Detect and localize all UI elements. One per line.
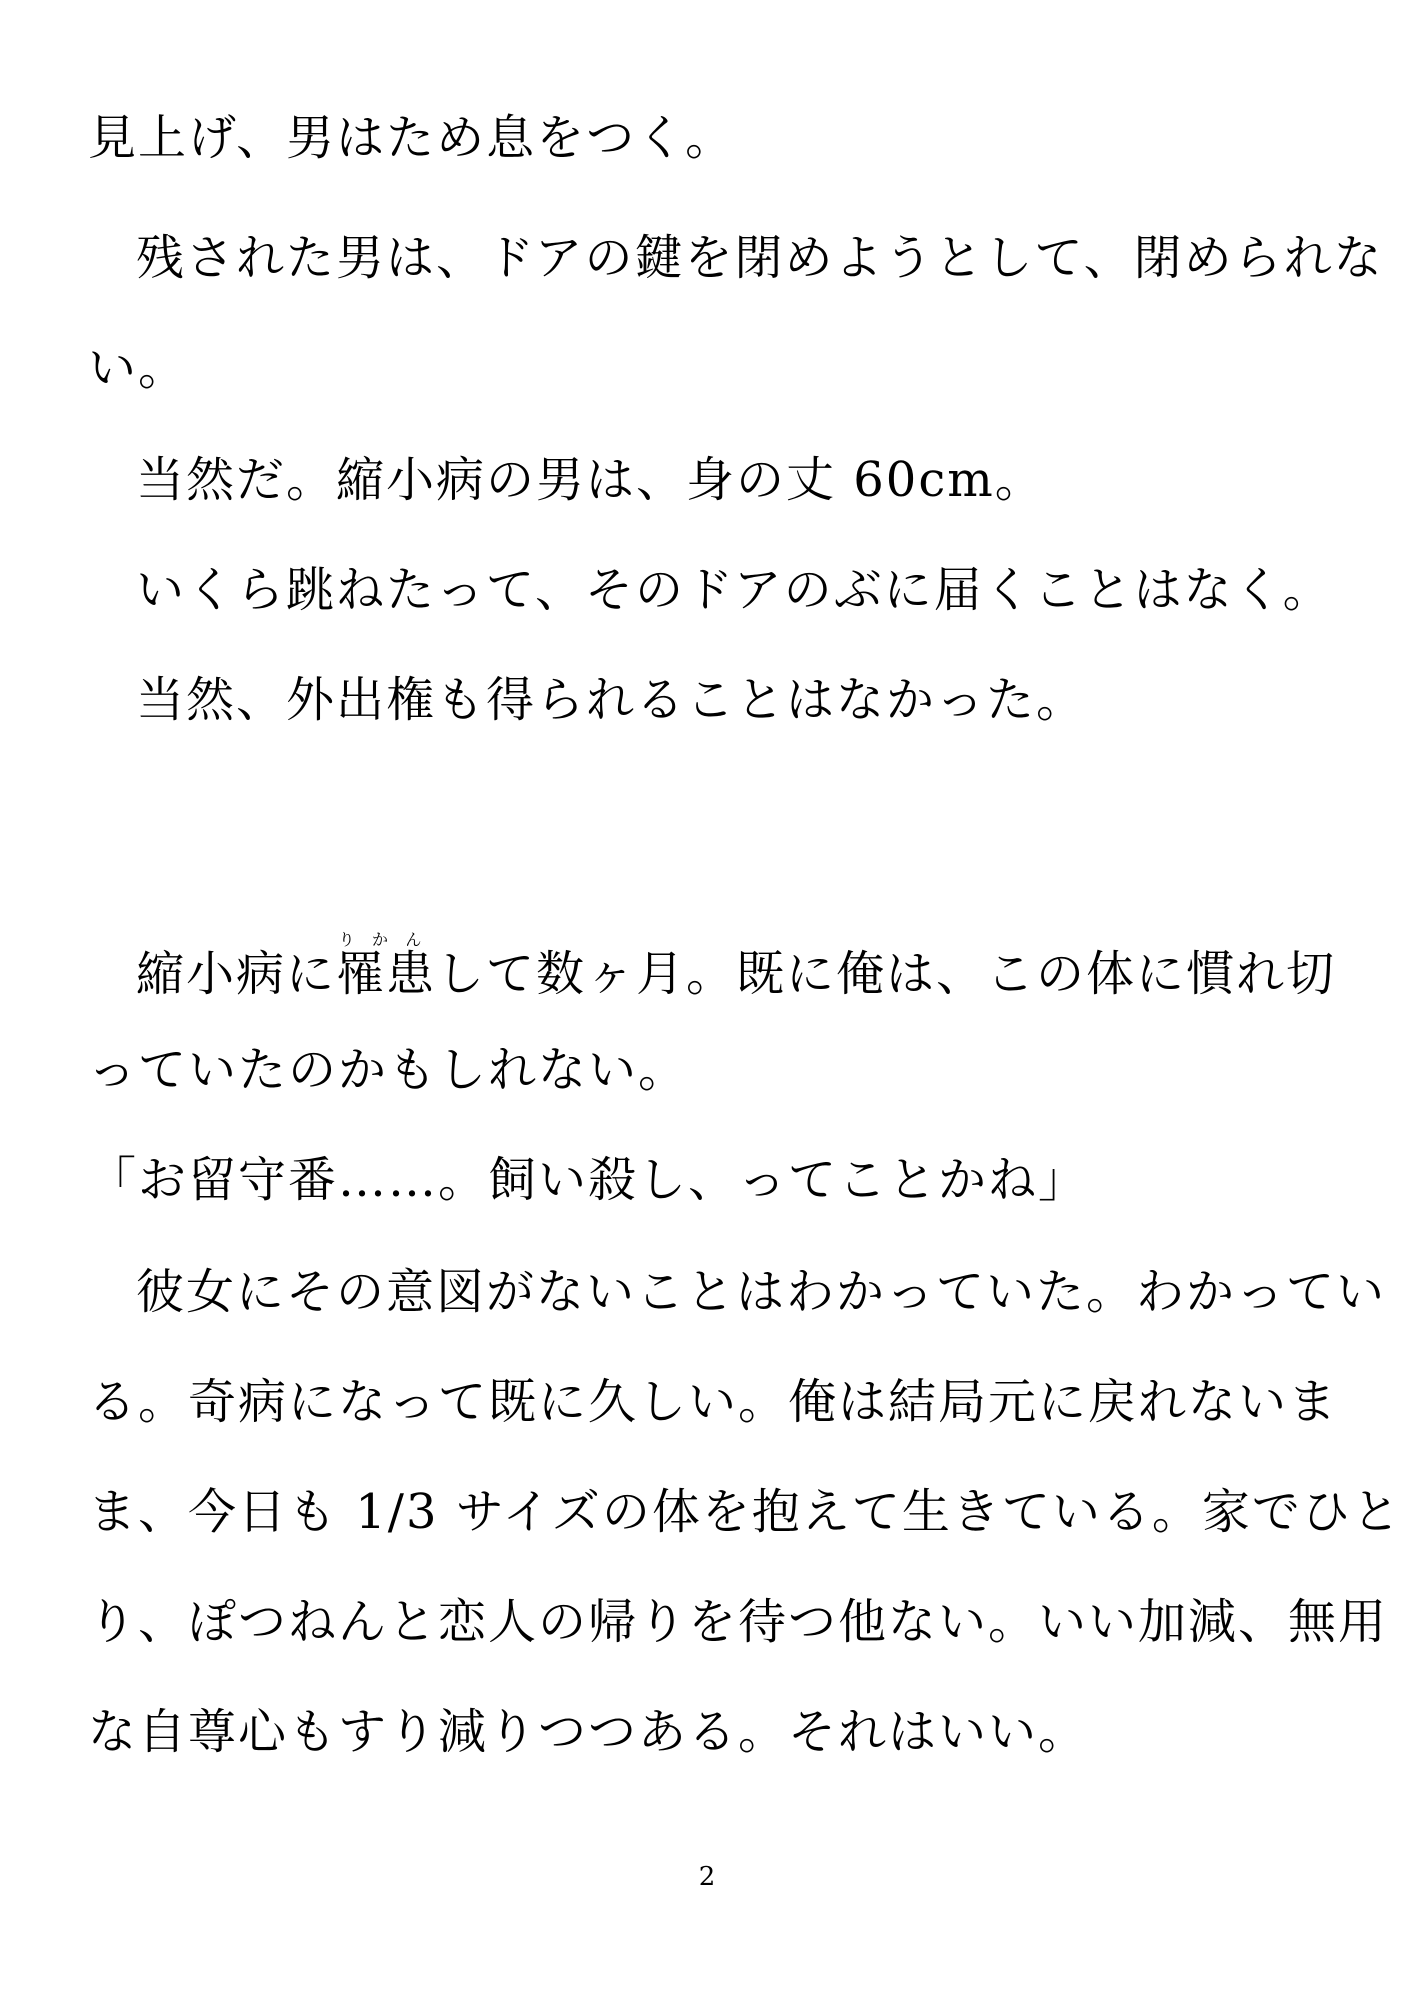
text-line: 当然だ。縮小病の男は、身の丈 60cm。: [136, 452, 1045, 508]
text-line: い。: [88, 340, 189, 396]
text-line: り、ぽつねんと恋人の帰りを待つ他ない。いい加減、無用: [88, 1594, 1389, 1650]
text-line: 「お留守番……。飼い殺し、ってことかね」: [88, 1152, 1089, 1208]
text-line: [88, 930, 1336, 1004]
text-segment: して数ヶ月。既に俺は、この体に慣れ切: [436, 946, 1337, 1002]
text-line: いくら跳ねたって、そのドアのぶに届くことはなく。: [136, 562, 1333, 618]
ruby-annotation: [336, 930, 437, 1002]
text-line: 当然、外出権も得られることはなかった。: [136, 672, 1087, 728]
ruby-base: 罹患: [336, 946, 437, 1002]
text-line: ま、今日も 1/3 サイズの体を抱えて生きている。家でひと: [88, 1484, 1402, 1540]
text-segment: 縮小病に: [136, 946, 337, 1002]
text-line: 残された男は、ドアの鍵を閉めようとして、閉められな: [136, 230, 1384, 286]
text-line: 彼女にその意図がないことはわかっていた。わかってい: [136, 1264, 1387, 1320]
text-line: な自尊心もすり減りつつある。それはいい。: [88, 1704, 1089, 1760]
ruby-reading: りかん: [336, 930, 437, 949]
text-line: る。奇病になって既に久しい。俺は結局元に戻れないま: [88, 1374, 1339, 1430]
text-line: っていたのかもしれない。: [88, 1042, 689, 1098]
page-number: 2: [698, 1862, 716, 1892]
text-line: 見上げ、男はため息をつく。: [88, 110, 736, 166]
